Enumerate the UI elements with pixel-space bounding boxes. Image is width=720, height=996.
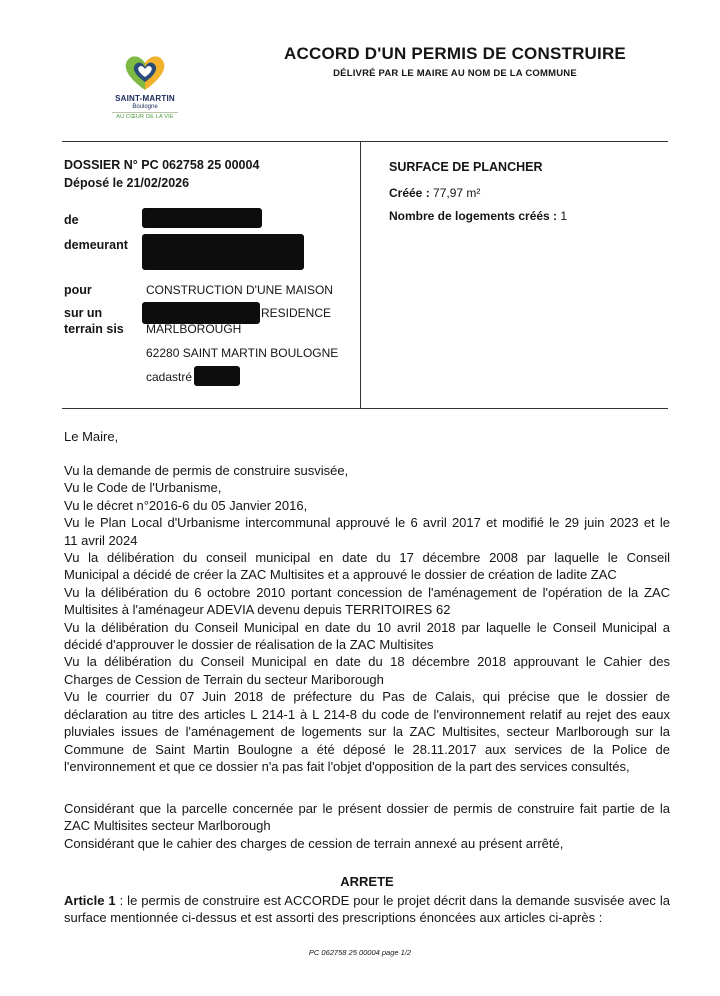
vu-plu-line-2: 11 avril 2024 (64, 532, 138, 548)
vu-delib-2018a-line-2: décidé d'approuver le dossier de réalisation de la ZAC Multisites (64, 637, 434, 653)
logements-label: Nombre de logements créés : (389, 209, 558, 223)
redacted-cadastre-ref (194, 366, 240, 386)
label-de: de (64, 213, 79, 227)
terrain-postal-city: 62280 SAINT MARTIN BOULOGNE (146, 346, 339, 360)
surface-heading: SURFACE DE PLANCHER (389, 160, 543, 174)
heart-logo-icon (122, 54, 168, 92)
document-title: ACCORD D'UN PERMIS DE CONSTRUIRE (284, 44, 626, 63)
redacted-applicant-address (142, 234, 304, 270)
article-1-block (64, 892, 670, 927)
vertical-divider (360, 141, 361, 409)
redacted-terrain-street (142, 302, 260, 324)
bottom-divider (62, 408, 668, 409)
label-demeurant: demeurant (64, 238, 128, 252)
label-cadastre: cadastré (146, 370, 193, 384)
vu-line: Vu le Code de l'Urbanisme, (64, 480, 222, 496)
vu-delib-2018b-line-2: Charges de Cession de Terrain du secteur Mariborough (64, 671, 384, 687)
article-1-label: Article 1 (64, 893, 116, 908)
vu-courrier-line-3: pluviales issues de l'aménagement de logements sur la ZAC Multisites, secteur Marlborough sur la (64, 724, 670, 740)
redacted-applicant-name (142, 208, 262, 228)
logo-divider (112, 112, 178, 113)
vu-delib-2008-line-2: Municipal a décidé de créer la ZAC Multisites et a approuvé le dossier de création de ladite ZAC (64, 567, 617, 583)
document-subtitle: DÉLIVRÉ PAR LE MAIRE AU NOM DE LA COMMUNE (333, 68, 577, 79)
salutation: Le Maire, (64, 429, 119, 444)
logo-name: SAINT-MARTIN (115, 94, 175, 103)
logo-tagline: AU CŒUR DE LA VIE (116, 114, 174, 120)
logo-subname: Boulogne (132, 104, 158, 110)
considerant-1-line-2: ZAC Multisites secteur Marlborough (64, 818, 271, 834)
considerant-block (64, 800, 670, 852)
terrain-residence-name: MARLBOROUGH (146, 322, 242, 336)
label-pour: pour (64, 283, 92, 297)
vu-delib-2010-line-1: Vu la délibération du 6 octobre 2010 portant concession de l'aménagement de l'opération de la ZAC (64, 584, 670, 600)
vu-courrier-line-5: l'environnement et que ce dossier n'a pas fait l'objet d'opposition de la part des services consultés, (64, 758, 630, 774)
arrete-heading: ARRETE (340, 874, 394, 889)
considerant-2: Considérant que le cahier des charges de cession de terrain annexé au présent arrêté, (64, 835, 564, 851)
vu-delib-2018b-line-1: Vu la délibération du Conseil Municipal en date du 18 décembre 2018 approuvant le Cahier des (64, 654, 670, 670)
page-footer: PC 062758 25 00004 page 1/2 (308, 948, 412, 957)
label-terrain-sis: terrain sis (64, 322, 124, 336)
surface-created (389, 186, 480, 200)
vu-courrier-line-4: Commune de Saint Martin Boulogne a été déposé le 28.11.2017 aux services de la Police de (64, 741, 670, 757)
logements-value: 1 (560, 209, 568, 223)
vu-plu-line-1: Vu le Plan Local d'Urbanisme intercommunal approuvé le 6 avril 2017 et modifié le 29 juin 2023 et le (64, 515, 670, 531)
surface-created-label: Créée : (389, 186, 430, 200)
vu-courrier-line-2: déclaration au titre des articles L 214-1 à L 214-8 du code de l'environnement relatif au rejet des eaux (64, 706, 670, 722)
top-divider (62, 141, 668, 142)
vu-block (64, 462, 670, 775)
article-1-line-2: surface mentionnée ci-dessus et est assorti des prescriptions énoncées aux articles ci-après : (64, 910, 603, 926)
vu-line: Vu le décret n°2016-6 du 05 Janvier 2016, (64, 497, 308, 513)
project-description: CONSTRUCTION D'UNE MAISON (146, 283, 333, 297)
vu-delib-2018a-line-1: Vu la délibération du Conseil Municipal en date du 10 avril 2018 par laquelle le Conseil Municipal a (64, 619, 670, 635)
terrain-residence: RESIDENCE (261, 306, 332, 320)
dossier-number: DOSSIER N° PC 062758 25 00004 (64, 158, 260, 172)
vu-line: Vu la demande de permis de construire susvisée, (64, 463, 349, 478)
article-1-line-1 (64, 892, 670, 909)
surface-created-value: 77,97 m² (433, 186, 481, 200)
vu-delib-2008-line-1: Vu la délibération du conseil municipal en date du 17 décembre 2008 par laquelle le Conseil (64, 550, 670, 566)
deposit-date: Déposé le 21/02/2026 (64, 176, 190, 190)
considerant-1-line-1: Considérant que la parcelle concernée par le présent dossier de permis de construire fait partie de la (64, 801, 670, 816)
logements-count (389, 209, 567, 223)
label-sur-un: sur un (64, 306, 103, 320)
vu-courrier-line-1: Vu le courrier du 07 Juin 2018 de préfecture du Pas de Calais, qui précise que le dossier de (64, 689, 670, 705)
article-1-text-1: : le permis de construire est ACCORDE pour le projet décrit dans la demande susvisée avec la (115, 893, 670, 908)
municipality-logo (100, 54, 190, 132)
vu-delib-2010-line-2: Multisites à l'aménageur ADEVIA devenu depuis TERRITOIRES 62 (64, 602, 451, 618)
